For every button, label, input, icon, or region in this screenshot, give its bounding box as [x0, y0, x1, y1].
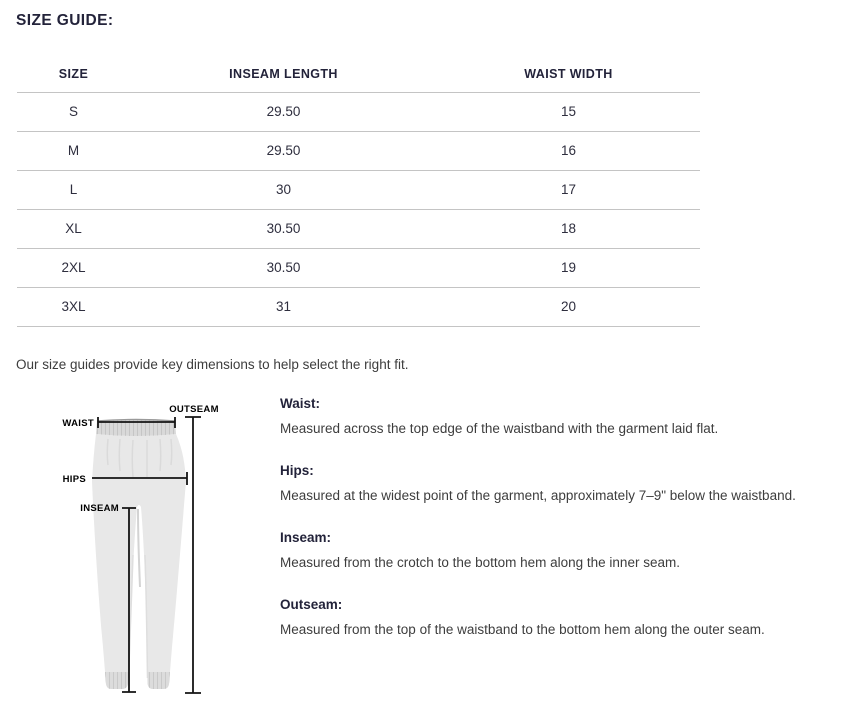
size-cell: 2XL [17, 248, 130, 287]
waist-cell: 15 [437, 92, 700, 131]
intro-text: Our size guides provide key dimensions to help select the right fit. [16, 357, 409, 372]
size-cell: S [17, 92, 130, 131]
definition-term: Outseam: [280, 597, 343, 612]
size-cell: L [17, 170, 130, 209]
definition-outseam [280, 597, 836, 638]
size-cell: XL [17, 209, 130, 248]
table-row [17, 248, 700, 287]
table-row [17, 92, 700, 131]
outseam-measure-line [185, 417, 201, 693]
column-header-size: SIZE [17, 57, 130, 92]
hips-label: HIPS [62, 474, 86, 485]
waist-label: WAIST [62, 418, 94, 429]
table-row [17, 170, 700, 209]
waist-cell: 19 [437, 248, 700, 287]
inseam-cell: 29.50 [130, 131, 437, 170]
table-row [17, 209, 700, 248]
definition-description: Measured across the top edge of the waistband with the garment laid flat. [280, 421, 719, 436]
definition-term: Waist: [280, 396, 320, 411]
table-row [17, 131, 700, 170]
inseam-cell: 30 [130, 170, 437, 209]
measurement-definitions [280, 396, 836, 664]
size-cell: M [17, 131, 130, 170]
definition-description: Measured from the crotch to the bottom hem along the inner seam. [280, 555, 680, 570]
table-row [17, 287, 700, 326]
waist-cell: 18 [437, 209, 700, 248]
waist-cell: 16 [437, 131, 700, 170]
outseam-label: OUTSEAM [169, 404, 219, 415]
definition-description: Measured from the top of the waistband to the bottom hem along the outer seam. [280, 622, 765, 637]
sweatpants-measurement-diagram [20, 395, 280, 705]
definition-description: Measured at the widest point of the garment, approximately 7–9" below the waistband. [280, 488, 796, 503]
column-header-waist-width: WAIST WIDTH [437, 57, 700, 92]
size-cell: 3XL [17, 287, 130, 326]
waist-cell: 20 [437, 287, 700, 326]
size-table-header-row [17, 57, 700, 92]
inseam-cell: 29.50 [130, 92, 437, 131]
size-table [17, 57, 700, 327]
definition-term: Inseam: [280, 530, 332, 545]
inseam-label: INSEAM [80, 503, 119, 514]
inseam-cell: 31 [130, 287, 437, 326]
waist-cell: 17 [437, 170, 700, 209]
definition-hips [280, 463, 836, 504]
column-header-inseam-length: INSEAM LENGTH [130, 57, 437, 92]
definition-waist [280, 396, 836, 437]
definition-term: Hips: [280, 463, 314, 478]
definition-inseam [280, 530, 836, 571]
page-title: SIZE GUIDE: [16, 12, 114, 29]
inseam-cell: 30.50 [130, 209, 437, 248]
inseam-cell: 30.50 [130, 248, 437, 287]
sweatpants-image [92, 420, 186, 690]
